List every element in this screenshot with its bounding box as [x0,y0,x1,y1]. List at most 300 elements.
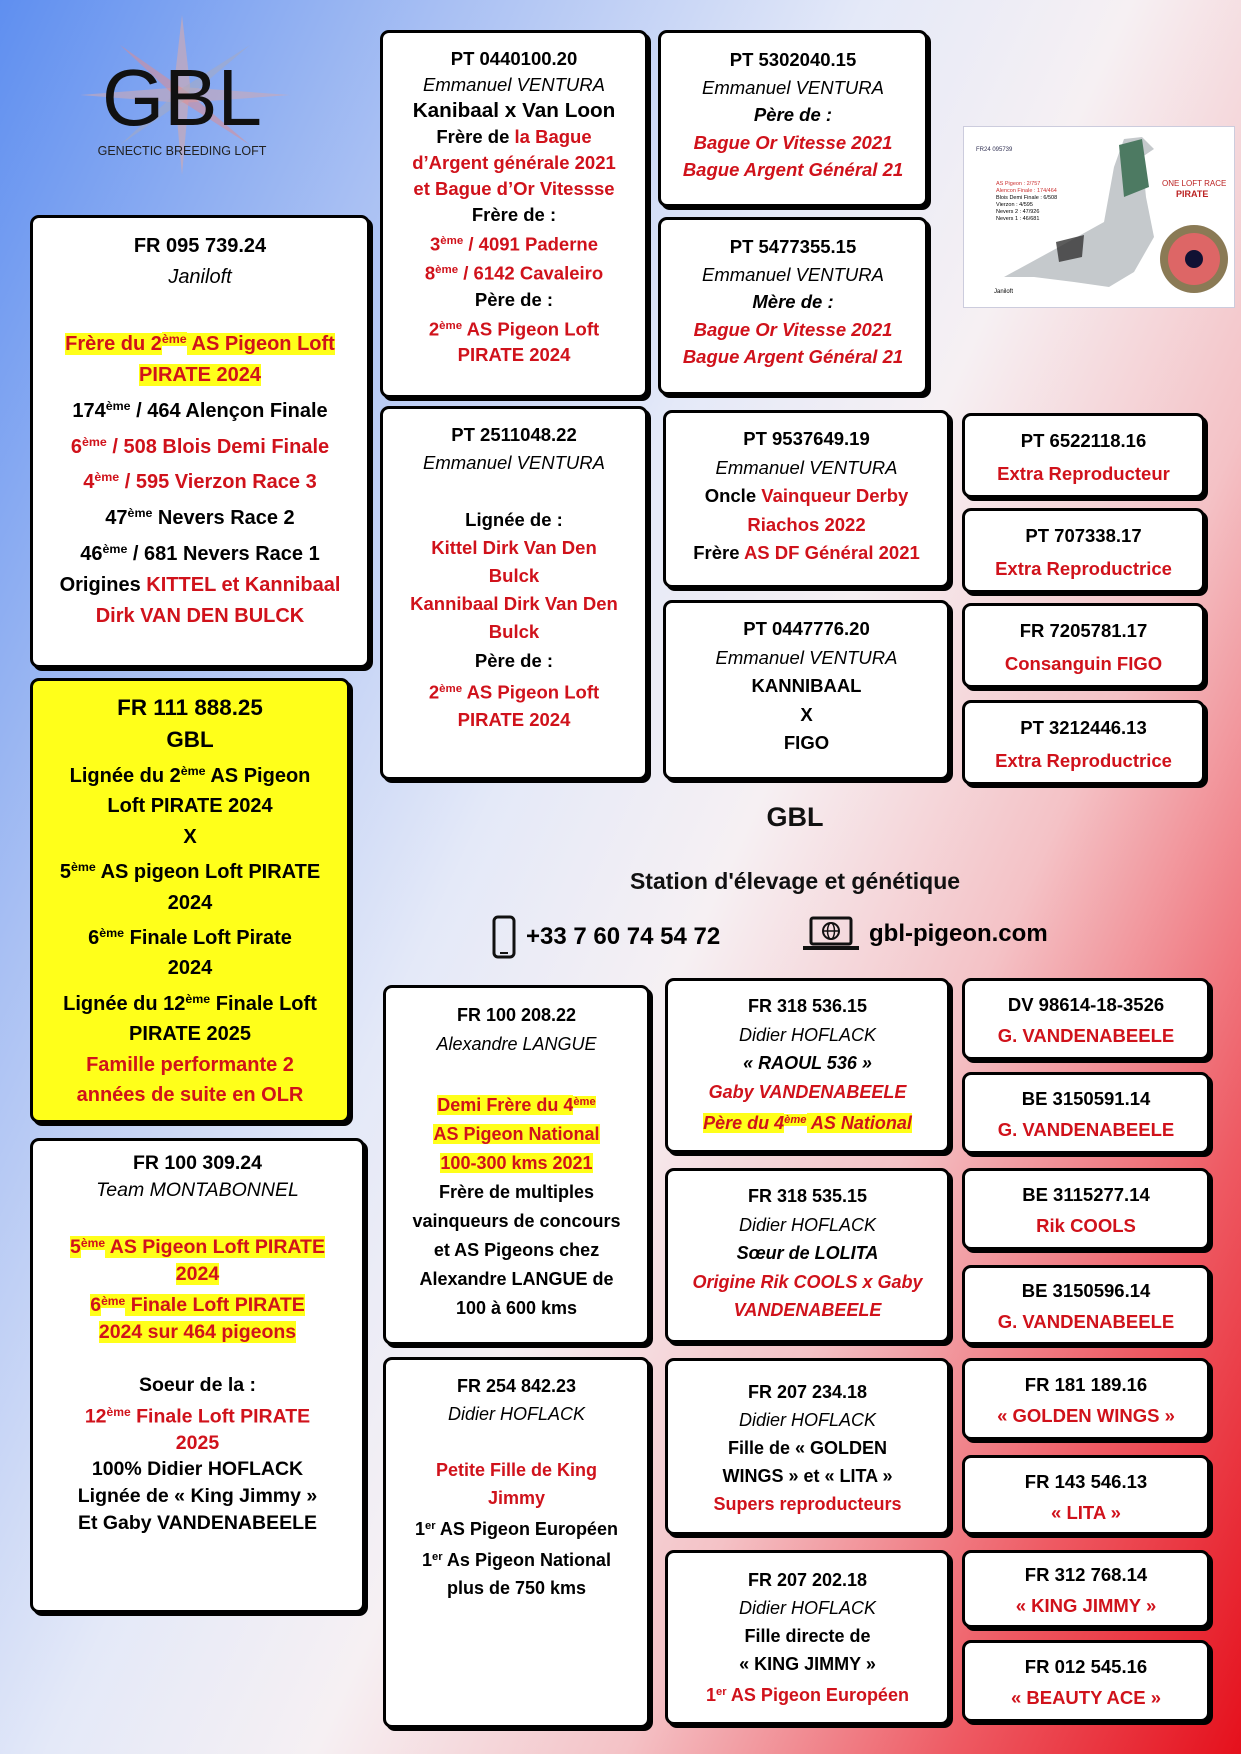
card-text: Bague Argent Général 21 [682,159,904,180]
photo-stat: Nevers 1 : 46/681 [996,216,1040,222]
card-text: Extra Reproductrice [995,558,1172,579]
card-line [33,427,367,463]
race-logo-text: ONE LOFT RACE [1162,179,1227,188]
card-line [386,1236,647,1265]
card-text: FR 100 309.24 [132,1152,262,1174]
card-text: plus de 750 kms [446,1578,587,1599]
card-text: 5 [59,861,71,884]
ring-number [965,519,1202,552]
card-text: Frère de : [471,204,557,225]
pedigree-card-p2 [380,406,648,780]
card-line [666,539,947,568]
card-line [33,360,367,391]
superscript-text: ème [439,682,463,695]
card-text: Finale Loft Pirate [124,926,292,949]
card-text: Emmanuel VENTURA [715,456,898,478]
card-text: Emmanuel VENTURA [423,452,605,474]
card-text: DV 98614-18-3526 [1007,994,1165,1015]
card-text: PIRATE 2024 [457,343,571,365]
card-line [668,1594,947,1622]
card-line [965,1306,1207,1337]
superscript-text: ème [185,991,211,1006]
superscript-text: er [716,1686,727,1698]
card-text: / 508 Blois Demi Finale [106,435,330,458]
card-line [33,918,347,953]
card-text: PT 3212446.13 [1020,717,1147,738]
gbl-logo [60,15,305,175]
card-text: et Bague d’Or Vitessse [413,178,615,199]
ring-number [965,1559,1207,1590]
card-text: AS Pigeon Loft [462,681,600,703]
phone-contact[interactable] [492,915,720,959]
pedigree-card-f2 [383,1357,650,1728]
card-text: Consanguin FIGO [1004,653,1163,674]
ring-number [965,1651,1207,1682]
card-text: 2024 sur 464 pigeons [98,1320,297,1343]
card-text: la Bague [514,126,592,147]
card-line [383,506,645,534]
card-text: PT 2511048.22 [451,424,577,445]
card-line [666,672,947,701]
card-text: Nevers Race 2 [152,507,295,530]
ring-number [666,615,947,644]
card-text: / 681 Nevers Race 1 [127,542,320,565]
card-line [33,791,347,822]
card-text: FR 207 234.18 [747,1382,868,1402]
card-text: G. VANDENABEELE [997,1025,1175,1046]
pedigree-card-g1 [665,978,950,1153]
card-text: Kannibaal Dirk Van Den [410,593,618,615]
card-text: Didier HOFLACK [738,1214,877,1235]
superscript-text: ème [440,235,464,247]
card-line [386,1265,647,1294]
card-text: Frère [693,542,744,563]
card-text: 1 [422,1550,433,1571]
photo-ring: FR24 095739 [976,147,1013,153]
superscript-text: er [425,1520,436,1532]
superscript-text: ème [784,1114,807,1126]
card-line [383,590,645,618]
card-line [386,1059,647,1088]
card-text: Sœur de LOLITA [736,1243,879,1263]
card-text: « KING JIMMY » [739,1654,876,1674]
card-text: Janiloft [168,266,232,288]
card-text: FR 207 202.18 [747,1570,868,1590]
card-text: 6 [88,926,100,949]
card-text: PT 5477355.15 [729,236,857,257]
pedigree-card-p4 [658,217,928,395]
superscript-text: ème [99,926,125,941]
pedigree-card-c [30,1138,365,1613]
card-line [661,156,925,184]
card-text: Lignée du 2 [69,764,181,787]
card-text: Petite Fille de King [435,1460,598,1480]
card-text: PIRATE 2024 [457,709,571,731]
card-text: FR 143 546.13 [1024,1471,1148,1492]
logo-title: GBL [101,53,263,142]
card-line [666,511,947,540]
card-text: AS DF Général 2021 [743,542,920,563]
card-line [383,228,645,257]
photo-stat: Vierzon : 4/595 [996,202,1033,208]
card-line [661,74,925,102]
card-text: X [800,703,813,725]
photo-stat: Nevers 2 : 47/926 [996,209,1040,215]
card-line [383,675,645,707]
superscript-text: ème [105,398,131,413]
phone-number[interactable]: +33 7 60 74 54 72 [526,923,721,950]
ring-number [386,1001,647,1030]
card-text: KITTEL et Kannibaal [146,573,341,596]
card-text: PT 6522118.16 [1020,430,1147,451]
superscript-text: ème [435,264,459,277]
card-text: Bulck [488,621,540,643]
card-line [33,1177,362,1204]
card-line [33,1456,362,1483]
card-line [965,1497,1207,1528]
card-line [33,852,347,887]
card-line [386,1030,647,1059]
card-text: « LITA » [1051,1502,1121,1523]
card-line [383,72,645,98]
card-line [668,1434,947,1462]
card-line [386,1178,647,1207]
card-line [383,150,645,176]
card-text: Extra Reproducteur [997,463,1170,484]
card-line [33,1399,362,1430]
card-text: FR 318 536.15 [747,996,868,1016]
pedigree-card-f1 [383,985,650,1345]
card-text: Team MONTABONNEL [96,1178,299,1201]
card-text: FR 7205781.17 [1019,620,1148,641]
card-text: PT 5302040.15 [729,49,857,70]
card-text: FR 318 535.15 [747,1186,868,1206]
card-text: AS Pigeon [205,764,311,787]
card-text: 100 à 600 kms [455,1298,578,1319]
card-text: As Pigeon National [442,1550,611,1571]
card-line [386,1294,647,1323]
card-line [33,1261,362,1288]
card-line [668,1678,947,1709]
card-text: FR 111 888.25 [117,695,263,720]
ring-number [965,1369,1207,1400]
card-text: Alexandre LANGUE de [419,1269,614,1290]
card-line [661,316,925,344]
card-text: Kittel Dirk Van Den [431,536,597,558]
ring-number [666,425,947,454]
card-text: Didier HOFLACK [738,1598,877,1618]
card-text: Emmanuel VENTURA [715,646,898,668]
card-text: / 464 Alençon Finale [130,399,328,422]
superscript-text: ème [82,434,107,449]
pigeon-photo [963,126,1235,308]
pedigree-card-a [30,215,370,668]
superscript-text: ème [101,1293,126,1308]
superscript-text: ème [573,1096,596,1108]
card-line [668,1462,947,1490]
card-text: Origine Rik COOLS x Gaby [692,1271,923,1292]
card-text: Emmanuel VENTURA [702,76,884,98]
card-text: Riachos 2022 [747,513,866,535]
center-title: GBL [766,802,824,832]
card-line [965,1114,1207,1145]
card-text: Supers reproducteurs [713,1494,902,1514]
card-line [33,953,347,984]
card-line [383,257,645,286]
card-text: G. VANDENABEELE [997,1119,1175,1140]
card-text: Fille de « GOLDEN [727,1438,888,1458]
card-line [383,202,645,228]
ring-number [668,1182,947,1211]
center-subtitle: Station d'élevage et génétique [629,868,961,894]
card-line [965,1400,1207,1431]
card-text: « BEAUTY ACE » [1010,1687,1162,1708]
card-text: Père de : [474,649,554,671]
compass-star-icon [60,15,305,175]
card-text: PT 9537649.19 [743,428,870,449]
card-line [668,1106,947,1138]
card-text: KANNIBAAL [751,675,862,696]
ring-number [383,421,645,449]
card-text: 2024 [167,891,213,914]
card-line [668,1268,947,1297]
ring-number [965,424,1202,457]
card-text: AS Pigeon Loft [186,332,335,355]
pedigree-card-b [30,678,350,1123]
card-text: AS Pigeon Européen [435,1519,618,1540]
website-contact[interactable] [803,915,1048,953]
website-link[interactable]: gbl-pigeon.com [869,920,1048,947]
card-line [383,287,645,313]
pedigree-card-t2 [962,1072,1210,1154]
card-text: Finale Loft PIRATE [130,1405,311,1428]
superscript-text: ème [80,1235,106,1250]
card-text: FR 312 768.14 [1024,1564,1148,1585]
card-text: Bague Or Vitesse 2021 [693,318,893,340]
card-line [668,1211,947,1240]
pedigree-card-s3 [962,603,1205,688]
card-line [668,1406,947,1434]
card-text: 100-300 kms 2021 [440,1153,593,1174]
photo-stat: Blois Demi Finale : 6/508 [996,195,1058,201]
card-text: Oncle [704,485,762,506]
card-line [33,391,367,427]
card-line [386,1484,647,1512]
card-line [668,1239,947,1268]
card-text: Emmanuel VENTURA [423,74,605,95]
ring-number [33,231,367,262]
card-line [33,601,367,632]
card-line [33,1080,347,1111]
photo-stat: Alencon Finale : 174/464 [996,188,1057,194]
card-text: 2025 [175,1431,220,1454]
card-line [33,324,367,360]
card-text: « KING JIMMY » [1015,1595,1157,1616]
card-text: Demi Frère du 4 [437,1095,574,1116]
card-line [668,1296,947,1325]
race-logo-name: PIRATE [1176,189,1209,199]
card-line [33,1430,362,1457]
card-text: / 595 Vierzon Race 3 [119,471,317,494]
card-line [383,647,645,675]
card-line [965,1210,1207,1241]
card-text: Didier HOFLACK [447,1404,586,1424]
card-line [965,1590,1207,1621]
card-text: 174 [72,399,106,422]
card-line [383,98,645,124]
card-line [386,1088,647,1120]
card-line [33,1483,362,1510]
card-line [33,888,347,919]
card-text: Et Gaby VANDENABEELE [77,1511,318,1534]
card-line [661,288,925,316]
pedigree-card-t5 [962,1358,1210,1440]
card-text: 2024 [175,1263,220,1286]
ring-number [386,1372,647,1400]
card-line [386,1512,647,1543]
card-line [965,1020,1207,1051]
card-text: Vainqueur Derby [761,485,909,506]
card-text: Lignée de « King Jimmy » [77,1485,318,1508]
card-line [383,342,645,368]
card-text: PIRATE 2024 [139,363,261,386]
card-text: Bague Argent Général 21 [682,346,904,367]
card-text: G. VANDENABEELE [997,1311,1175,1332]
card-line [33,1288,362,1319]
ring-number [383,46,645,72]
card-text: Rik COOLS [1036,1215,1136,1236]
pedigree-card-t8 [962,1640,1210,1722]
card-line [965,647,1202,680]
card-line [666,701,947,730]
card-line [383,176,645,202]
card-text: Kanibaal x Van Loon [412,99,616,122]
card-text: PIRATE 2025 [129,1023,251,1046]
card-text: 100% Didier HOFLACK [91,1458,304,1481]
superscript-text: ème [161,332,187,346]
card-line [33,1372,362,1399]
card-text: Bulck [488,565,540,587]
card-text: d’Argent générale 2021 [412,152,616,173]
card-text: « GOLDEN WINGS » [997,1405,1175,1426]
card-text: années de suite en OLR [76,1084,304,1107]
card-text: / 6142 Cavaleiro [458,262,604,284]
card-line [33,756,347,791]
card-line [33,1230,362,1261]
card-line [386,1543,647,1574]
pedigree-card-s2 [962,508,1205,593]
card-text: PT 0440100.20 [450,48,578,69]
card-text: 3 [430,233,441,255]
card-line [386,1428,647,1456]
card-text: BE 3115277.14 [1022,1184,1150,1205]
card-line [965,552,1202,585]
ring-number [965,614,1202,647]
pigeon-image [964,127,1234,307]
card-line [33,822,347,853]
card-text: 2024 [167,957,213,980]
card-line [33,1510,362,1537]
superscript-text: ème [70,860,96,875]
card-text: PT 0447776.20 [743,618,870,639]
card-text: 2 [428,681,440,703]
ring-number [661,233,925,261]
ring-number [33,1150,362,1177]
card-line [965,457,1202,490]
superscript-text: ème [127,506,153,521]
pedigree-card-g4 [665,1550,950,1725]
card-line [668,1490,947,1518]
pedigree-card-p6 [663,600,950,780]
card-text: FR 012 545.16 [1024,1656,1148,1677]
card-text: 8 [424,262,436,284]
superscript-text: ème [106,1404,131,1419]
card-line [668,1078,947,1107]
card-line [386,1120,647,1149]
superscript-text: ème [102,542,128,557]
card-line [383,449,645,477]
card-line [661,343,925,371]
ring-number [965,711,1202,744]
card-text: AS Pigeon Loft [462,317,600,339]
card-line [33,534,367,570]
card-text: Soeur de la : [138,1374,257,1397]
card-line [383,477,645,505]
card-text: X [183,825,197,848]
card-text: Origines [59,573,147,596]
pedigree-card-g2 [665,1168,950,1343]
card-text: FR 254 842.23 [456,1376,577,1396]
card-text: AS Pigeon National [433,1124,600,1145]
card-line [383,618,645,646]
pedigree-card-t3 [962,1168,1210,1250]
card-line [386,1149,647,1178]
card-text: AS Pigeon Européen [726,1685,909,1706]
card-line [33,1050,347,1081]
card-line [33,1319,362,1346]
card-line [668,1622,947,1650]
card-line [383,562,645,590]
card-text: Extra Reproductrice [995,750,1172,771]
card-text: Didier HOFLACK [738,1410,877,1430]
card-text: Finale Loft [210,992,317,1015]
card-text: Jimmy [487,1488,546,1508]
card-text: 5 [70,1236,81,1259]
ring-number [668,1566,947,1594]
card-text: FR 100 208.22 [456,1005,577,1025]
card-text: Loft PIRATE 2024 [107,795,273,818]
laptop-globe-icon [803,915,859,953]
card-line [965,744,1202,777]
card-text: Père de : [474,288,554,310]
card-text: Frère de multiples [438,1182,595,1203]
card-text: 46 [80,542,103,565]
card-text: / 4091 Paderne [463,233,598,255]
pedigree-card-p3 [658,30,928,207]
card-line [386,1207,647,1236]
card-text: Didier HOFLACK [738,1024,877,1045]
photo-stat: AS Pigeon : 2/757 [996,181,1041,187]
card-text: « RAOUL 536 » [743,1053,872,1073]
pedigree-card-t4 [962,1265,1210,1345]
superscript-text: er [432,1551,443,1564]
card-text: 1 [706,1685,717,1706]
card-text: 6 [70,435,82,458]
superscript-text: ème [180,764,206,778]
ring-number [965,1275,1207,1306]
pedigree-card-t1 [962,978,1210,1060]
photo-owner: Janiloft [994,289,1014,295]
